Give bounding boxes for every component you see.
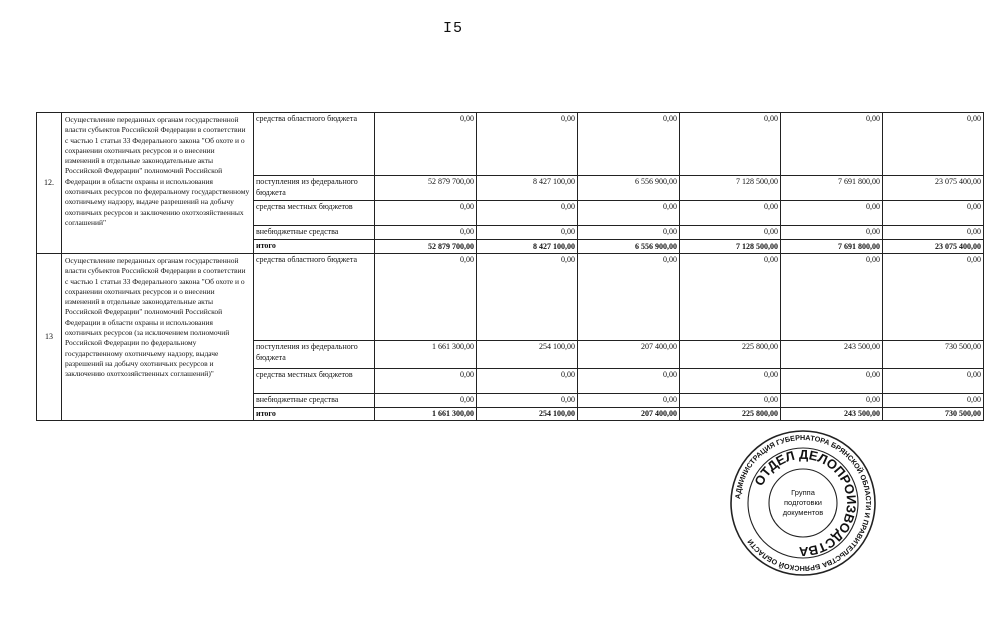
amount-cell: 207 400,00 (578, 407, 680, 421)
funding-source: средства местных бюджетов (254, 201, 375, 226)
amount-cell: 0,00 (578, 226, 680, 240)
amount-cell: 0,00 (477, 201, 578, 226)
amount-cell: 0,00 (375, 369, 477, 394)
amount-cell: 0,00 (883, 201, 984, 226)
amount-cell: 7 691 800,00 (781, 176, 883, 201)
row-index: 13 (37, 254, 62, 421)
amount-cell: 6 556 900,00 (578, 176, 680, 201)
amount-cell: 0,00 (578, 254, 680, 341)
amount-cell: 225 800,00 (680, 341, 781, 369)
office-stamp (728, 428, 878, 578)
amount-cell: 0,00 (883, 369, 984, 394)
activity-description: Осуществление переданных органам государственной власти субъектов Российской Федерации в соответствии с частью 1 статьи 33 Федерального закона "Об охоте и о сохранении охотничьих ресурсов и о внесении изменений в отдельные законодательные акты Российской Федерации" полномочий Российской Федерации в области охраны и использования охотничьих ресурсов по федеральному государственному охотничьему надзору, выдаче разрешений на добычу охотничьих ресурсов и заключению охотхозяйственных соглашений" (62, 113, 254, 254)
amount-cell: 6 556 900,00 (578, 240, 680, 254)
amount-cell: 1 661 300,00 (375, 407, 477, 421)
page-number: I5 (443, 20, 464, 37)
amount-cell: 0,00 (680, 254, 781, 341)
amount-cell: 8 427 100,00 (477, 176, 578, 201)
amount-cell: 0,00 (477, 226, 578, 240)
amount-cell: 0,00 (680, 394, 781, 408)
amount-cell: 0,00 (680, 369, 781, 394)
amount-cell: 0,00 (680, 226, 781, 240)
stamp-center-line: Группа (791, 488, 815, 497)
amount-cell: 0,00 (578, 394, 680, 408)
amount-cell: 254 100,00 (477, 341, 578, 369)
amount-cell: 7 128 500,00 (680, 240, 781, 254)
stamp-center-line: подготовки (784, 498, 822, 507)
table-row (37, 113, 984, 176)
amount-cell: 0,00 (477, 113, 578, 176)
stamp-inner-ring-text: ОТДЕЛ ДЕЛОПРОИЗВОДСТВА (751, 446, 860, 560)
amount-cell: 0,00 (883, 254, 984, 341)
amount-cell: 225 800,00 (680, 407, 781, 421)
amount-cell: 7 128 500,00 (680, 176, 781, 201)
amount-cell: 0,00 (375, 394, 477, 408)
row-index: 12. (37, 113, 62, 254)
amount-cell: 0,00 (578, 113, 680, 176)
amount-cell: 0,00 (781, 226, 883, 240)
stamp-outer-ring-text: АДМИНИСТРАЦИЯ ГУБЕРНАТОРА БРЯНСКОЙ ОБЛАСТИ И ПРАВИТЕЛЬСТВА БРЯНСКОЙ ОБЛАСТИ (733, 432, 874, 574)
amount-cell: 207 400,00 (578, 341, 680, 369)
amount-cell: 0,00 (781, 113, 883, 176)
funding-source: средства областного бюджета (254, 113, 375, 176)
amount-cell: 52 879 700,00 (375, 240, 477, 254)
amount-cell: 243 500,00 (781, 341, 883, 369)
activity-description: Осуществление переданных органам государственной власти субъектов Российской Федерации в соответствии с частью 1 статьи 33 Федерального закона "Об охоте и о сохранении охотничьих ресурсов и о внесении изменений в отдельные законодательные акты Российской Федерации" полномочий Российской Федерации в области охраны и использования охотничьих ресурсов (за исключением полномочий Российской Федерации по федеральному государственному охотничьему надзору, выдаче разрешений на добычу охотничьих ресурсов и заключению охотхозяйственных соглашений)" (62, 254, 254, 421)
amount-cell: 0,00 (781, 369, 883, 394)
amount-cell: 0,00 (883, 394, 984, 408)
amount-cell: 7 691 800,00 (781, 240, 883, 254)
funding-source: поступления из федерального бюджета (254, 176, 375, 201)
amount-cell: 0,00 (375, 113, 477, 176)
funding-source: средства местных бюджетов (254, 369, 375, 394)
amount-cell: 0,00 (781, 394, 883, 408)
amount-cell: 52 879 700,00 (375, 176, 477, 201)
amount-cell: 8 427 100,00 (477, 240, 578, 254)
funding-source: средства областного бюджета (254, 254, 375, 341)
amount-cell: 23 075 400,00 (883, 176, 984, 201)
amount-cell: 0,00 (883, 226, 984, 240)
amount-cell: 0,00 (680, 201, 781, 226)
amount-cell: 0,00 (578, 201, 680, 226)
amount-cell: 23 075 400,00 (883, 240, 984, 254)
funding-source: поступления из федерального бюджета (254, 341, 375, 369)
amount-cell: 0,00 (883, 113, 984, 176)
amount-cell: 0,00 (781, 201, 883, 226)
amount-cell: 0,00 (781, 254, 883, 341)
amount-cell: 730 500,00 (883, 407, 984, 421)
funding-source: внебюджетные средства (254, 226, 375, 240)
table-row (37, 254, 984, 341)
amount-cell: 243 500,00 (781, 407, 883, 421)
amount-cell: 0,00 (375, 226, 477, 240)
amount-cell: 0,00 (578, 369, 680, 394)
amount-cell: 0,00 (477, 254, 578, 341)
funding-source: итого (254, 240, 375, 254)
funding-source: итого (254, 407, 375, 421)
amount-cell: 254 100,00 (477, 407, 578, 421)
amount-cell: 0,00 (680, 113, 781, 176)
budget-table (36, 112, 984, 421)
funding-source: внебюджетные средства (254, 394, 375, 408)
amount-cell: 0,00 (375, 254, 477, 341)
amount-cell: 730 500,00 (883, 341, 984, 369)
stamp-center-line: документов (782, 508, 824, 517)
amount-cell: 0,00 (477, 369, 578, 394)
amount-cell: 0,00 (375, 201, 477, 226)
amount-cell: 0,00 (477, 394, 578, 408)
amount-cell: 1 661 300,00 (375, 341, 477, 369)
